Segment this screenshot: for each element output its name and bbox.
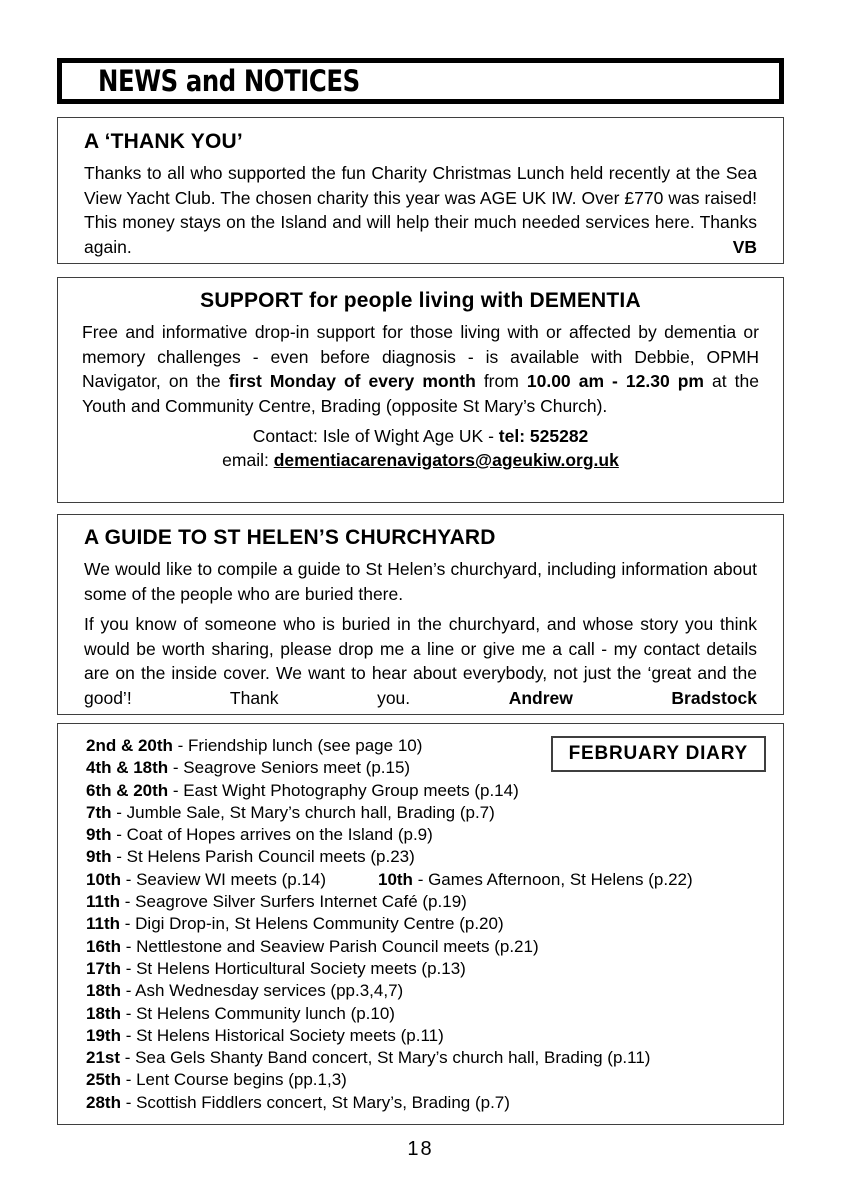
churchyard-guide-notice bbox=[57, 514, 784, 715]
diary-entry: 16th - Nettlestone and Seaview Parish Council meets (p.21) bbox=[86, 936, 539, 956]
diary-entry: 17th - St Helens Horticultural Society meets (p.13) bbox=[86, 958, 466, 978]
diary-entry: 11th - Seagrove Silver Surfers Internet Café (p.19) bbox=[86, 892, 467, 912]
diary-entry: 18th - Ash Wednesday services (pp.3,4,7) bbox=[86, 981, 404, 1001]
email-address: dementiacarenavigators@ageukiw.org.uk bbox=[273, 450, 619, 470]
diary-entry: 21st - Sea Gels Shanty Band concert, St Mary’s church hall, Brading (p.11) bbox=[86, 1048, 651, 1068]
diary-entry: 11th - Digi Drop-in, St Helens Community Centre (p.20) bbox=[86, 914, 504, 934]
dementia-text-3: at the Youth and Community Centre, Brading (opposite St Mary’s Church). bbox=[82, 371, 760, 416]
diary-entry: 28th - Scottish Fiddlers concert, St Mary’s, Brading (p.7) bbox=[86, 1092, 510, 1112]
thank-you-signature: VB bbox=[732, 236, 757, 257]
thank-you-body bbox=[84, 161, 757, 259]
page-title: NEWS and NOTICES bbox=[98, 64, 360, 98]
diary-label: FEBRUARY DIARY bbox=[551, 736, 766, 772]
page-number: 18 bbox=[407, 1138, 434, 1160]
diary-entry: 9th - St Helens Parish Council meets (p.23) bbox=[86, 847, 415, 867]
churchyard-signature: Andrew Bradstock bbox=[508, 687, 757, 708]
diary-entry: 18th - St Helens Community lunch (p.10) bbox=[86, 1003, 395, 1023]
churchyard-text: If you know of someone who is buried in the churchyard, and whose story you think would be worth sharing, please drop me a line or give me a call - my contact details are on the inside cover. We want to hear about everybody, not just the ‘great and the good’! Thank you. bbox=[84, 614, 757, 708]
diary-entry: 6th & 20th - East Wight Photography Group meets (p.14) bbox=[86, 780, 519, 800]
diary-entry: 10th - Seaview WI meets (p.14) 10th - Games Afternoon, St Helens (p.22) bbox=[86, 869, 693, 889]
churchyard-paragraph-2 bbox=[84, 612, 757, 710]
thank-you-notice bbox=[57, 117, 784, 264]
dementia-paragraph bbox=[82, 320, 759, 418]
churchyard-title: A GUIDE TO ST HELEN’S CHURCHYARD bbox=[84, 526, 496, 549]
contact-text: Contact: Isle of Wight Age UK - bbox=[252, 426, 499, 446]
churchyard-paragraph-1: We would like to compile a guide to St Helen’s churchyard, including information about some of the people who are buried there. bbox=[84, 559, 757, 604]
dementia-email-line bbox=[82, 448, 759, 472]
diary-entry: 9th - Coat of Hopes arrives on the Island (p.9) bbox=[86, 825, 433, 845]
dementia-support-notice bbox=[57, 277, 784, 503]
thank-you-text: Thanks to all who supported the fun Charity Christmas Lunch held recently at the Sea View Yacht Club. The chosen charity this year was AGE UK IW. Over £770 was raised! This money stays on the Island and will help their much needed services here. Thanks again. bbox=[84, 163, 757, 257]
diary-entry: 25th - Lent Course begins (pp.1,3) bbox=[86, 1070, 347, 1090]
news-notices-banner bbox=[57, 58, 784, 104]
dementia-contact-line bbox=[82, 424, 759, 448]
diary-entry: 2nd & 20th - Friendship lunch (see page 10) bbox=[86, 736, 423, 755]
dementia-text-1: Free and informative drop-in support for those living with or affected by dementia or memory challenges - even before diagnosis - is available with Debbie, OPMH Navigator, on the bbox=[82, 322, 759, 391]
diary-entry: 19th - St Helens Historical Society meets (p.11) bbox=[86, 1025, 444, 1045]
email-label: email: bbox=[222, 450, 274, 470]
diary-entry: 4th & 18th - Seagrove Seniors meet (p.15) bbox=[86, 758, 411, 778]
dementia-bold-time: 10.00 am - 12.30 pm bbox=[526, 371, 704, 391]
february-diary bbox=[57, 723, 784, 1125]
contact-phone: tel: 525282 bbox=[498, 426, 589, 446]
dementia-title: SUPPORT for people living with DEMENTIA bbox=[200, 289, 641, 312]
diary-entry: 7th - Jumble Sale, St Mary’s church hall, Brading (p.7) bbox=[86, 802, 495, 822]
thank-you-title: A ‘THANK YOU’ bbox=[84, 130, 243, 153]
dementia-text-2: from bbox=[475, 371, 527, 391]
dementia-bold-monday: first Monday of every month bbox=[228, 371, 476, 391]
